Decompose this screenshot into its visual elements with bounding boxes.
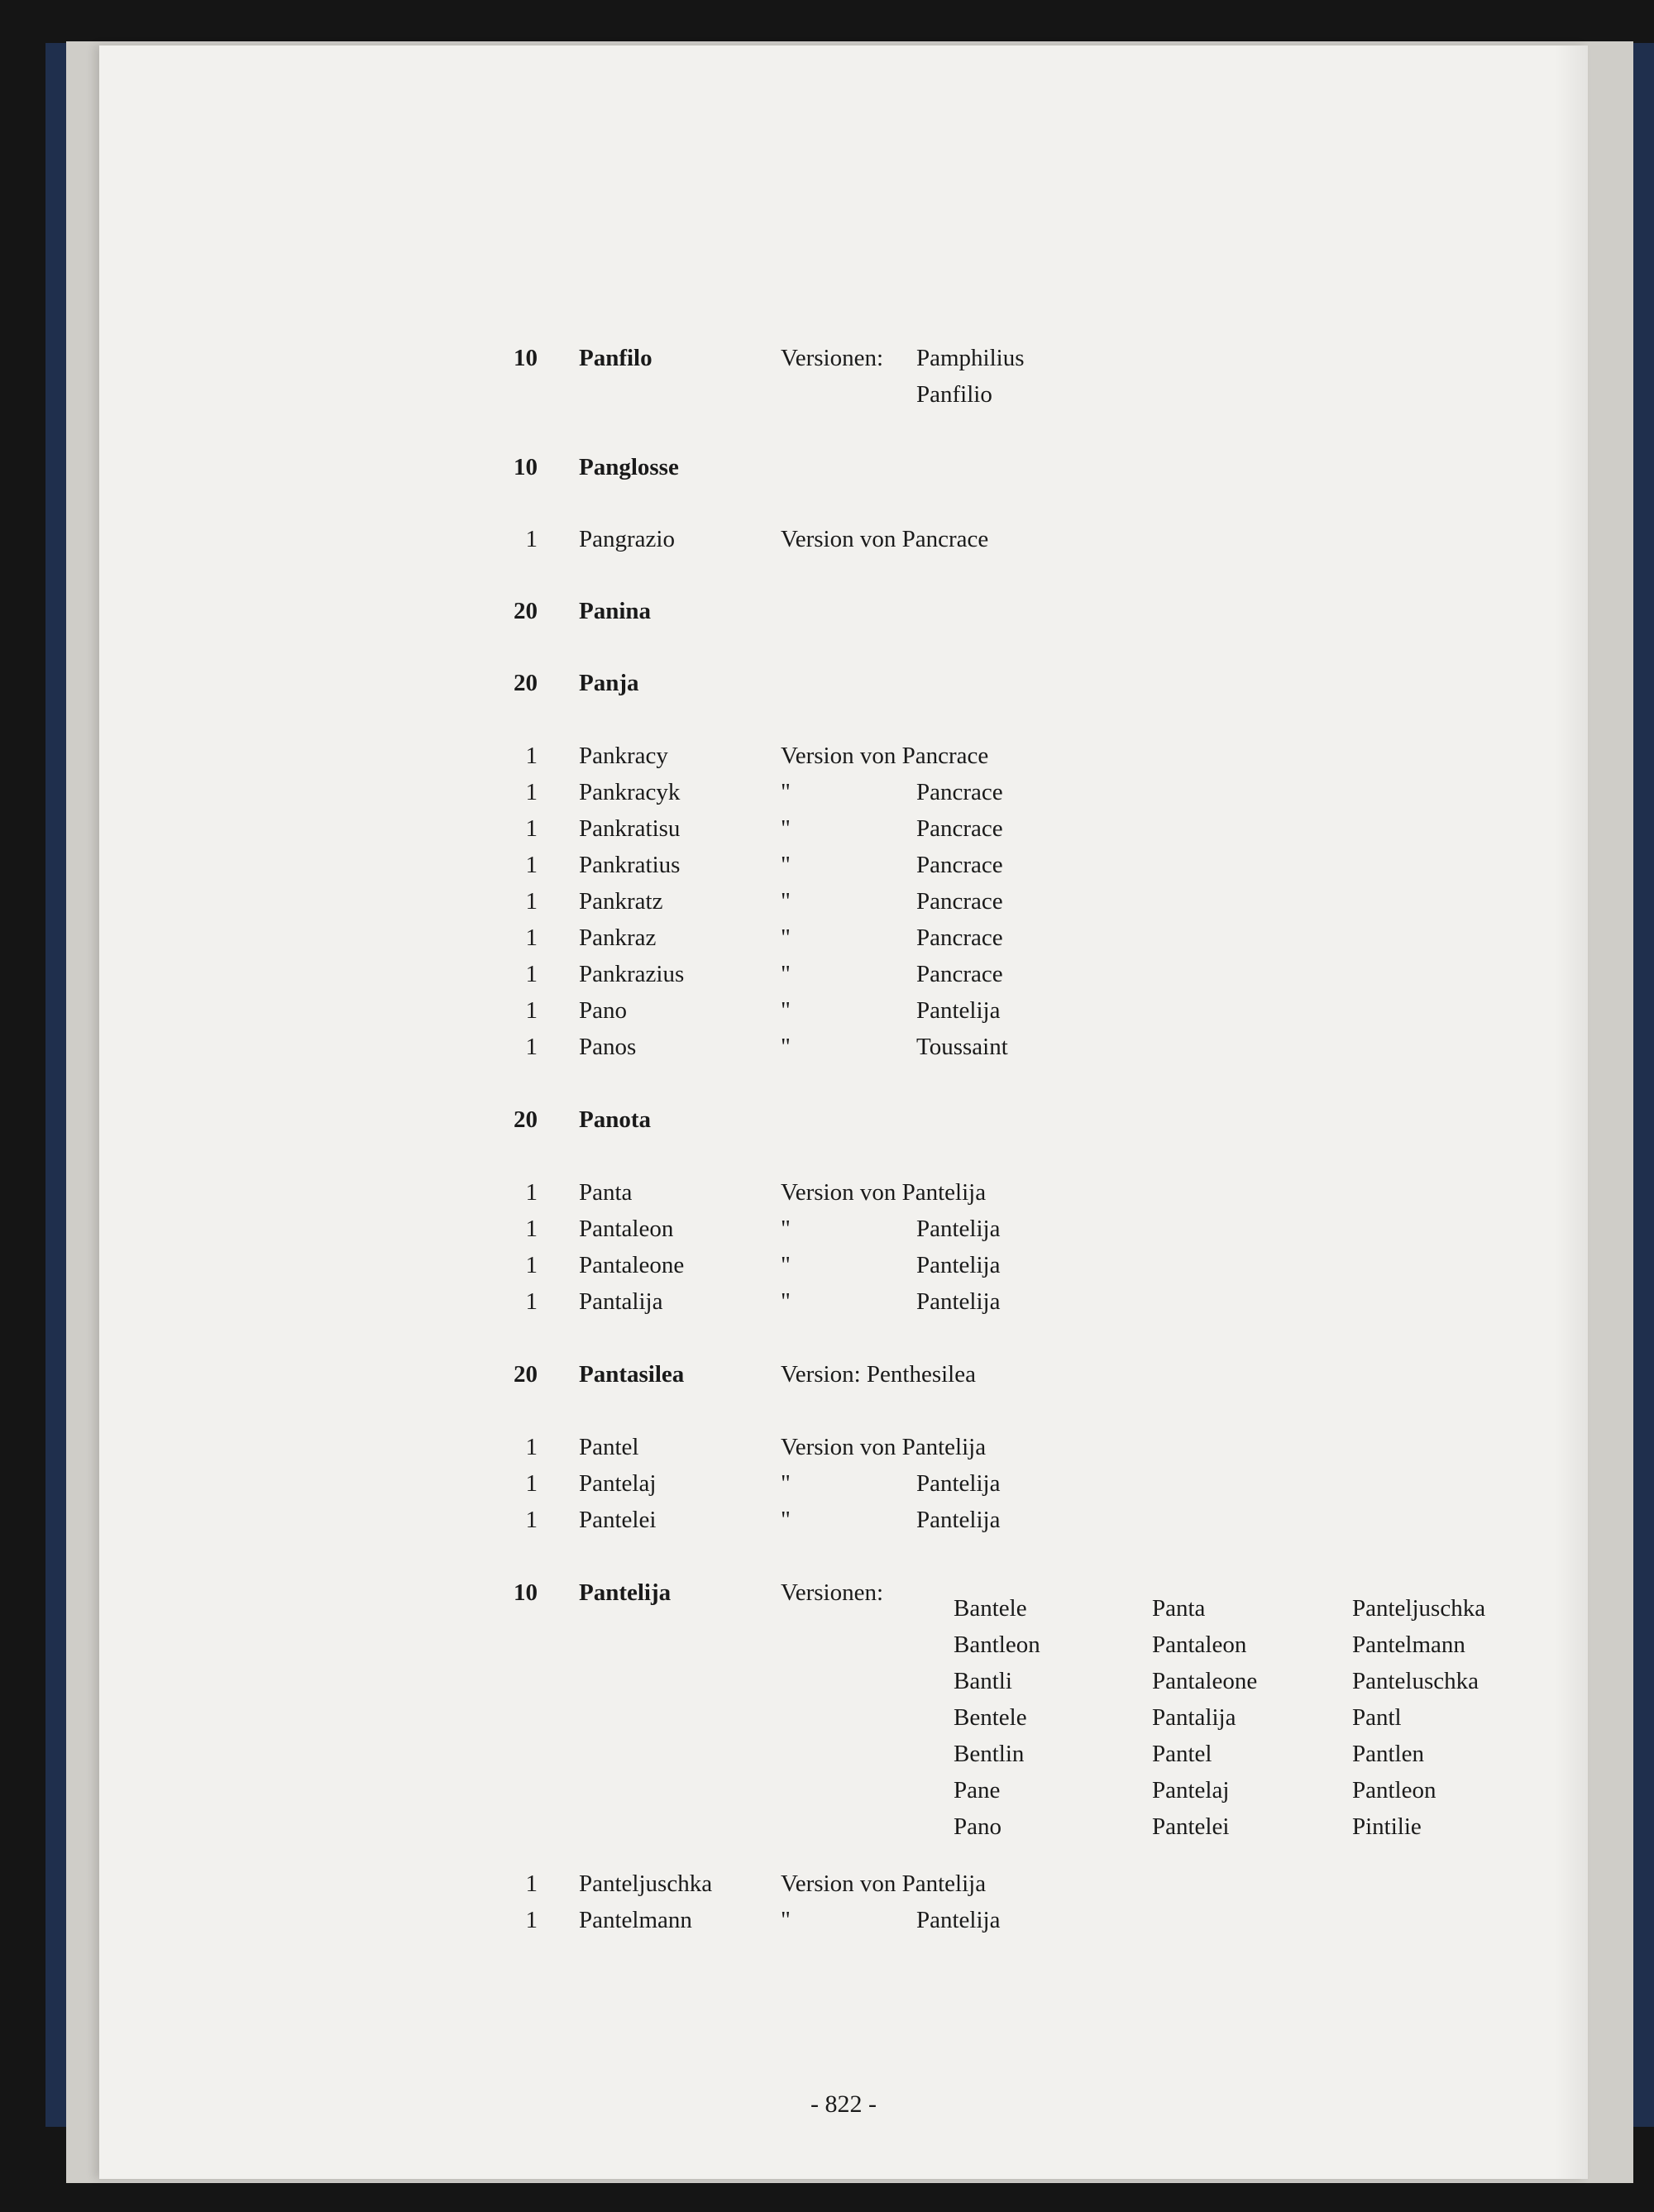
entry-reference: Pantelija — [916, 1216, 1001, 1242]
entry-name: Pantalija — [579, 1288, 663, 1315]
entry-row — [99, 595, 1588, 628]
entry-count: 20 — [514, 1361, 538, 1388]
entry-note: " — [781, 888, 791, 915]
entry-note: " — [781, 961, 791, 987]
entry-count: 10 — [514, 345, 538, 371]
entry-row — [99, 666, 1588, 700]
entry-count: 1 — [525, 1507, 538, 1533]
entry-count: 1 — [525, 852, 538, 878]
version-name: Bantleon — [954, 1632, 1040, 1658]
entry-name: Pankrazius — [579, 961, 685, 987]
entry-reference: Toussaint — [916, 1034, 1008, 1060]
entry-count: 1 — [525, 1470, 538, 1497]
entry-note: Version von Pancrace — [781, 526, 989, 552]
entry-row — [99, 378, 1588, 411]
version-name: Pantlen — [1352, 1741, 1424, 1767]
versions-column-3 — [1352, 1590, 1485, 1845]
entry-count: 1 — [525, 888, 538, 915]
entry-count: 10 — [514, 454, 538, 480]
entry-name: Pangrazio — [579, 526, 675, 552]
entry-name: Pantaleone — [579, 1252, 685, 1278]
entry-note: Version von Pantelija — [781, 1434, 987, 1460]
version-name: Pantaleon — [1152, 1632, 1247, 1658]
version-name: Pano — [954, 1813, 1001, 1840]
page-number: - 822 - — [810, 2090, 877, 2118]
book-page — [99, 45, 1588, 2179]
version-name: Bantele — [954, 1595, 1027, 1622]
entry-count: 10 — [514, 1579, 538, 1606]
entry-row — [99, 1103, 1588, 1136]
entry-row — [99, 885, 1588, 918]
entry-note: " — [781, 997, 791, 1024]
entry-name: Panteljuschka — [579, 1870, 713, 1897]
entry-note: " — [781, 852, 791, 878]
entry-note: " — [781, 779, 791, 805]
version-name: Bantli — [954, 1668, 1012, 1694]
entry-name: Pankratisu — [579, 815, 681, 842]
version-name: Bentele — [954, 1704, 1027, 1731]
entry-count: 1 — [525, 997, 538, 1024]
version-name: Pantelei — [1152, 1813, 1230, 1840]
version-name: Pane — [954, 1777, 1001, 1804]
entry-count: 1 — [525, 526, 538, 552]
version-name: Pantel — [1152, 1741, 1212, 1767]
entry-row — [99, 1904, 1588, 1937]
entry-row — [99, 812, 1588, 845]
entry-count: 20 — [514, 670, 538, 696]
version-name: Panteluschka — [1352, 1668, 1480, 1694]
entry-name: Pankraz — [579, 924, 657, 951]
entry-name: Panja — [579, 670, 639, 696]
entry-count: 1 — [525, 961, 538, 987]
entry-note: " — [781, 1034, 791, 1060]
entry-row — [99, 1467, 1588, 1500]
entry-note: Version von Pancrace — [781, 743, 989, 769]
version-name: Pintilie — [1352, 1813, 1422, 1840]
entry-row — [99, 1431, 1588, 1464]
entry-name: Panfilo — [579, 345, 653, 371]
entry-name: Panina — [579, 598, 652, 624]
entry-name: Pankracy — [579, 743, 668, 769]
entry-row — [99, 451, 1588, 484]
entry-count: 20 — [514, 1106, 538, 1133]
version-name: Pantelmann — [1352, 1632, 1465, 1658]
entry-row — [99, 342, 1588, 375]
versions-column-2 — [1152, 1590, 1257, 1845]
entry-name: Pano — [579, 997, 627, 1024]
entry-row — [99, 1212, 1588, 1245]
entry-name: Panota — [579, 1106, 651, 1133]
entry-count: 1 — [525, 1034, 538, 1060]
entry-count: 1 — [525, 1434, 538, 1460]
entry-row — [99, 1503, 1588, 1536]
entry-reference: Pancrace — [916, 961, 1003, 987]
entry-name: Pankratius — [579, 852, 681, 878]
entry-reference: Panfilio — [916, 381, 992, 408]
entry-note: Version: Penthesilea — [781, 1361, 976, 1388]
entry-count: 1 — [525, 1179, 538, 1206]
entry-count: 1 — [525, 1870, 538, 1897]
entry-count: 1 — [525, 815, 538, 842]
entry-name: Pantasilea — [579, 1361, 685, 1388]
entry-row — [99, 523, 1588, 556]
entry-name: Panta — [579, 1179, 633, 1206]
entry-row — [99, 1176, 1588, 1209]
entry-row — [99, 848, 1588, 881]
entry-note: Versionen: — [781, 345, 884, 371]
entry-name: Panglosse — [579, 454, 679, 480]
entry-note: Version von Pantelija — [781, 1870, 987, 1897]
entry-name: Pantel — [579, 1434, 639, 1460]
entry-note: " — [781, 924, 791, 951]
entry-note: " — [781, 1216, 791, 1242]
versions-column-1 — [954, 1590, 1040, 1845]
entry-note: " — [781, 1470, 791, 1497]
entry-reference: Pancrace — [916, 924, 1003, 951]
entry-reference: Pantelija — [916, 1288, 1001, 1315]
entry-note: " — [781, 1288, 791, 1315]
entry-name: Pankracyk — [579, 779, 681, 805]
entry-note: " — [781, 815, 791, 842]
entry-row — [99, 1358, 1588, 1391]
entry-row — [99, 739, 1588, 772]
entry-row — [99, 1249, 1588, 1282]
name-entry-list — [99, 45, 1588, 2179]
entry-reference: Pancrace — [916, 815, 1003, 842]
version-name: Pantelaj — [1152, 1777, 1230, 1804]
version-name: Pantleon — [1352, 1777, 1436, 1804]
entry-row — [99, 1285, 1588, 1318]
entry-reference: Pancrace — [916, 888, 1003, 915]
version-name: Pantl — [1352, 1704, 1402, 1731]
entry-note: " — [781, 1252, 791, 1278]
entry-count: 1 — [525, 1288, 538, 1315]
entry-row — [99, 958, 1588, 991]
entry-row — [99, 921, 1588, 954]
entry-reference: Pancrace — [916, 852, 1003, 878]
entry-reference: Pancrace — [916, 779, 1003, 805]
version-name: Pantaleone — [1152, 1668, 1258, 1694]
entry-note: " — [781, 1507, 791, 1533]
entry-count: 1 — [525, 1252, 538, 1278]
entry-note: " — [781, 1907, 791, 1933]
entry-row — [99, 1867, 1588, 1900]
entry-row — [99, 994, 1588, 1027]
version-name: Panta — [1152, 1595, 1206, 1622]
entry-reference: Pantelija — [916, 1907, 1001, 1933]
entry-count: 1 — [525, 743, 538, 769]
entry-name: Pantelaj — [579, 1470, 657, 1497]
version-name: Panteljuschka — [1352, 1595, 1486, 1622]
entry-note: Version von Pantelija — [781, 1179, 987, 1206]
entry-reference: Pamphilius — [916, 345, 1025, 371]
entry-name: Pantelmann — [579, 1907, 692, 1933]
entry-count: 1 — [525, 1216, 538, 1242]
entry-name: Pantelei — [579, 1507, 657, 1533]
entry-name: Pankratz — [579, 888, 663, 915]
entry-name: Pantaleon — [579, 1216, 674, 1242]
entry-count: 1 — [525, 779, 538, 805]
entry-count: 20 — [514, 598, 538, 624]
entry-row — [99, 776, 1588, 809]
entry-name: Panos — [579, 1034, 637, 1060]
entry-reference: Pantelija — [916, 1252, 1001, 1278]
entry-count: 1 — [525, 1907, 538, 1933]
entry-note: Versionen: — [781, 1579, 884, 1606]
entry-row — [99, 1030, 1588, 1063]
entry-reference: Pantelija — [916, 1507, 1001, 1533]
entry-reference: Pantelija — [916, 997, 1001, 1024]
version-name: Bentlin — [954, 1741, 1025, 1767]
entry-reference: Pantelija — [916, 1470, 1001, 1497]
entry-count: 1 — [525, 924, 538, 951]
version-name: Pantalija — [1152, 1704, 1236, 1731]
entry-name: Pantelija — [579, 1579, 672, 1606]
